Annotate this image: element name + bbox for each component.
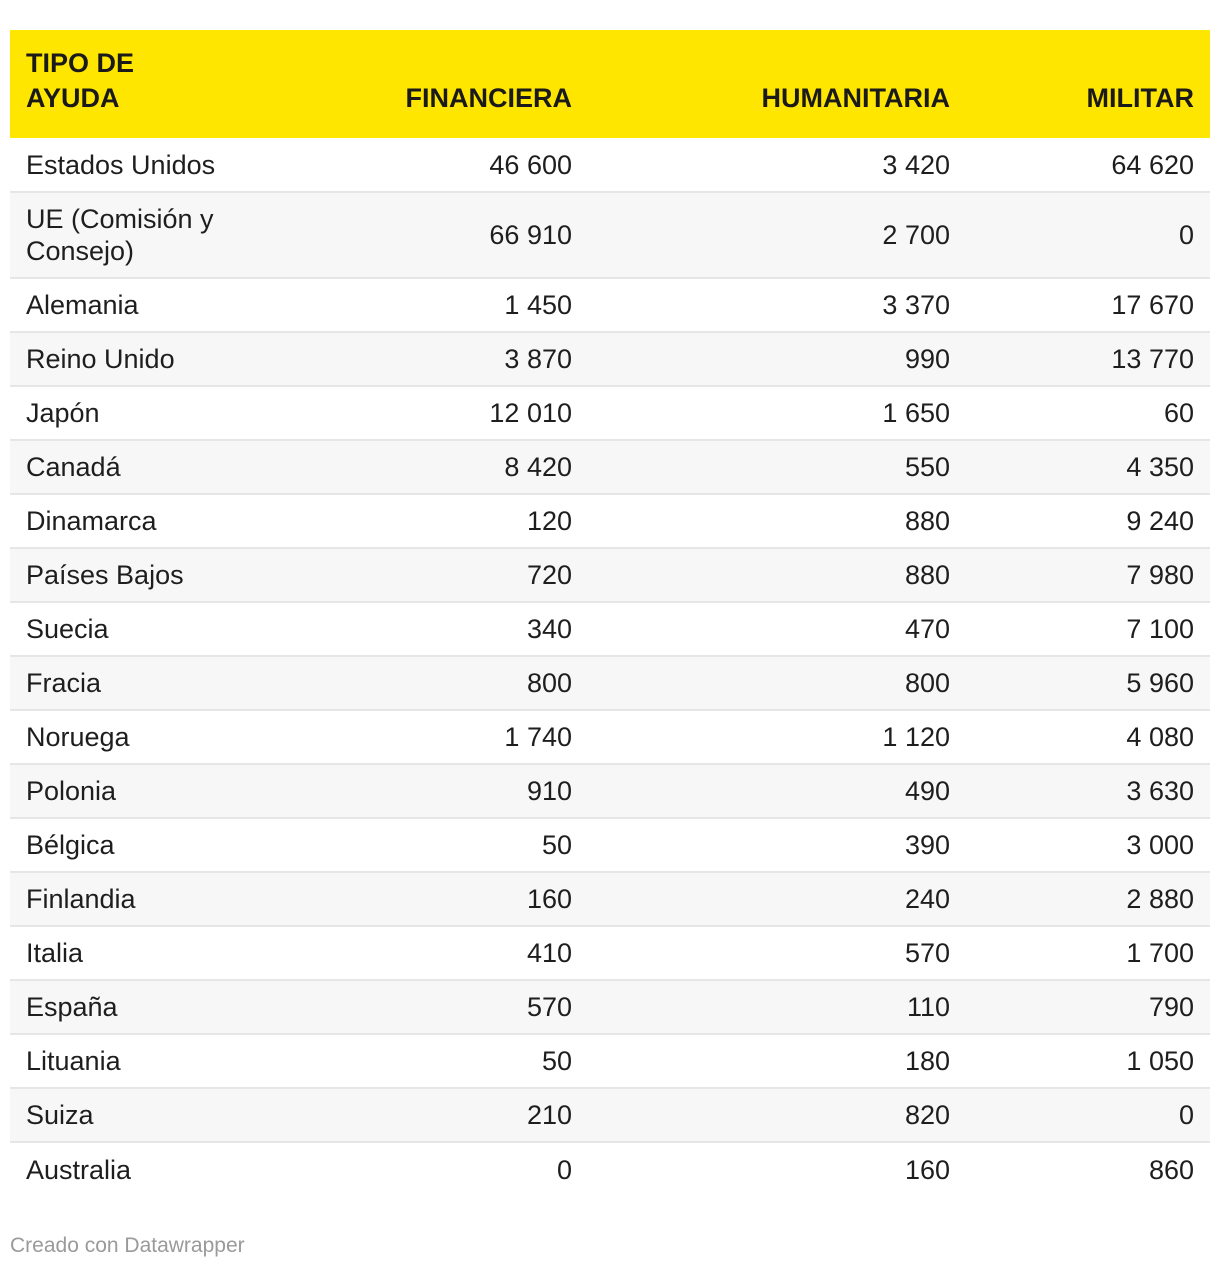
country-cell: Polonia: [10, 764, 220, 818]
table-row: [10, 440, 1210, 494]
militar-value-cell: 60: [966, 386, 1210, 440]
country-cell: Dinamarca: [10, 494, 220, 548]
financiera-value-cell: 0: [220, 1142, 588, 1196]
country-cell: Finlandia: [10, 872, 220, 926]
aid-table: [10, 30, 1210, 1196]
country-cell: Reino Unido: [10, 332, 220, 386]
financiera-value-cell: 1 740: [220, 710, 588, 764]
financiera-value-cell: 120: [220, 494, 588, 548]
humanitaria-value-cell: 1 650: [588, 386, 966, 440]
country-cell: Canadá: [10, 440, 220, 494]
militar-value-cell: 9 240: [966, 494, 1210, 548]
table-row: [10, 1088, 1210, 1142]
financiera-value-cell: 3 870: [220, 332, 588, 386]
table-row: [10, 548, 1210, 602]
financiera-value-cell: 1 450: [220, 278, 588, 332]
militar-value-cell: 64 620: [1111, 149, 1194, 180]
financiera-value-cell: 66 910: [220, 192, 588, 278]
humanitaria-value-cell: 180: [588, 1034, 966, 1088]
table-row: [10, 386, 1210, 440]
table-row: [10, 818, 1210, 872]
militar-value-cell: 0: [966, 192, 1210, 278]
financiera-value-cell: 12 010: [220, 386, 588, 440]
humanitaria-value-cell: 3 370: [588, 278, 966, 332]
footer-credit: Creado con Datawrapper: [10, 1234, 245, 1257]
country-cell: Suiza: [10, 1088, 220, 1142]
humanitaria-value-cell: 240: [588, 872, 966, 926]
militar-value-cell: 4 080: [966, 710, 1210, 764]
humanitaria-value-cell: 2 700: [588, 192, 966, 278]
financiera-value-cell: 50: [220, 1034, 588, 1088]
militar-value-cell: 3 630: [966, 764, 1210, 818]
table-row: [10, 192, 1210, 278]
humanitaria-value-cell: 800: [588, 656, 966, 710]
financiera-value-cell: 50: [220, 818, 588, 872]
country-cell: Alemania: [10, 278, 220, 332]
militar-value-cell: 5 960: [966, 656, 1210, 710]
humanitaria-value-cell: 160: [588, 1142, 966, 1196]
table-row: [10, 980, 1210, 1034]
financiera-value-cell: 46 600: [489, 149, 572, 180]
militar-value-cell: 790: [966, 980, 1210, 1034]
table-row: [10, 138, 1210, 192]
table-row: [10, 764, 1210, 818]
table-row: [10, 926, 1210, 980]
humanitaria-value-cell: 3 420: [882, 149, 950, 180]
humanitaria-value-cell: 110: [588, 980, 966, 1034]
table-body: [10, 138, 1210, 1196]
country-cell: Japón: [10, 386, 220, 440]
column-header-militar[interactable]: MILITAR: [1086, 83, 1194, 113]
country-cell: Lituania: [10, 1034, 220, 1088]
militar-value-cell: 13 770: [966, 332, 1210, 386]
humanitaria-value-cell: 990: [588, 332, 966, 386]
table-row: [10, 332, 1210, 386]
header-row: [10, 30, 1210, 138]
financiera-value-cell: 570: [220, 980, 588, 1034]
financiera-value-cell: 910: [220, 764, 588, 818]
financiera-value-cell: 410: [220, 926, 588, 980]
humanitaria-value-cell: 470: [588, 602, 966, 656]
militar-value-cell: 2 880: [966, 872, 1210, 926]
table-row: [10, 494, 1210, 548]
humanitaria-value-cell: 490: [588, 764, 966, 818]
militar-value-cell: 7 100: [966, 602, 1210, 656]
table-row: [10, 872, 1210, 926]
humanitaria-value-cell: 820: [588, 1088, 966, 1142]
column-header-aid-type[interactable]: TIPO DE AYUDA: [26, 48, 135, 113]
militar-value-cell: 17 670: [966, 278, 1210, 332]
financiera-value-cell: 210: [220, 1088, 588, 1142]
militar-value-cell: 860: [966, 1142, 1210, 1196]
aid-table-container: [10, 30, 1210, 1196]
militar-value-cell: 4 350: [966, 440, 1210, 494]
financiera-value-cell: 720: [220, 548, 588, 602]
country-cell: Estados Unidos: [26, 149, 216, 180]
country-cell: Italia: [10, 926, 220, 980]
humanitaria-value-cell: 390: [588, 818, 966, 872]
column-header-humanitaria[interactable]: HUMANITARIA: [761, 83, 950, 113]
country-cell: Bélgica: [10, 818, 220, 872]
country-cell: Suecia: [10, 602, 220, 656]
humanitaria-value-cell: 570: [588, 926, 966, 980]
financiera-value-cell: 8 420: [220, 440, 588, 494]
financiera-value-cell: 800: [220, 656, 588, 710]
table-row: [10, 1034, 1210, 1088]
militar-value-cell: 3 000: [966, 818, 1210, 872]
militar-value-cell: 0: [966, 1088, 1210, 1142]
country-cell: Noruega: [10, 710, 220, 764]
humanitaria-value-cell: 880: [588, 548, 966, 602]
table-row: [10, 710, 1210, 764]
country-cell: Australia: [10, 1142, 220, 1196]
country-cell: Países Bajos: [10, 548, 220, 602]
country-cell: UE (Comisión y Consejo): [10, 192, 220, 278]
militar-value-cell: 7 980: [966, 548, 1210, 602]
militar-value-cell: 1 700: [966, 926, 1210, 980]
column-header-financiera[interactable]: FINANCIERA: [405, 83, 572, 113]
table-row: [10, 656, 1210, 710]
table-row: [10, 1142, 1210, 1196]
humanitaria-value-cell: 880: [588, 494, 966, 548]
table-row: [10, 278, 1210, 332]
financiera-value-cell: 340: [220, 602, 588, 656]
humanitaria-value-cell: 550: [588, 440, 966, 494]
humanitaria-value-cell: 1 120: [588, 710, 966, 764]
table-row: [10, 602, 1210, 656]
country-cell: España: [10, 980, 220, 1034]
militar-value-cell: 1 050: [966, 1034, 1210, 1088]
financiera-value-cell: 160: [220, 872, 588, 926]
country-cell: Fracia: [10, 656, 220, 710]
table-header: [10, 30, 1210, 138]
